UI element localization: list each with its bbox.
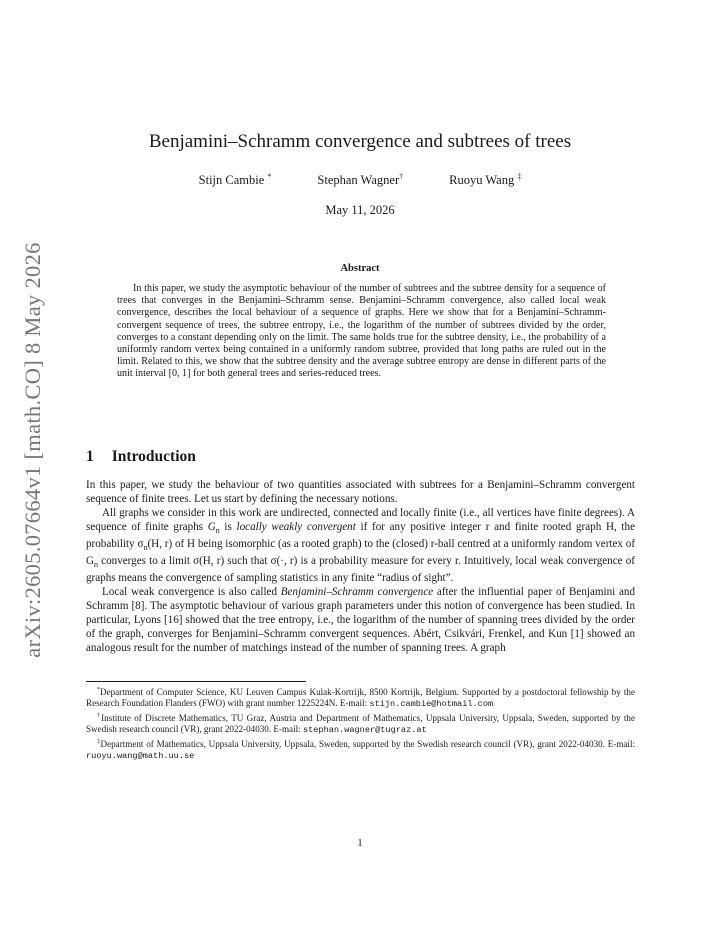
email-link[interactable]: ruoyu.wang@math.uu.se bbox=[86, 751, 195, 762]
email-link[interactable]: stijn.cambie@hotmail.com bbox=[369, 699, 494, 710]
paragraph: In this paper, we study the behaviour of two quantities associated with subtrees for a Benjamini–Schramm convergent sequence of finite trees. Let us start by defining the necessary notions. bbox=[86, 479, 635, 505]
paragraph: Local weak convergence is also called Benjamini–Schramm convergence after the influential paper of Benjamini and Schramm [8]. The asymptotic behaviour of various graph parameters under this notion of convergence has been studied. In particular, Lyons [16] showed that the tree entropy, i.e., the logarithm of the number of spanning trees divided by the order of the graph, converges for Benjamini–Schramm convergent sequences. Abért, Csikvári, Frenkel, and Kun [1] showed an analogous result for the number of matchings instead of the number of spanning trees. A graph bbox=[86, 586, 635, 655]
section-title: Introduction bbox=[111, 448, 196, 465]
paragraph: All graphs we consider in this work are undirected, connected and locally finite (i.e., all vertices have finite degrees). A sequence of finite graphs $G_n$ is locally weakly convergent if for any positive integer r and finite rooted graph H, the probability $\sigma_n(H$, r) of H being isomorphic (as a rooted graph) to the (closed) r-ball centred at a uniformly random vertex of $G_n$ converges to a limit σ(H, r) such that σ(·, r) is a probability measure for every r. Intuitively, local weak convergence of graphs means the convergence of sampling statistics in any finite “radius of sight”. bbox=[86, 506, 636, 585]
author-footnote-mark[interactable]: † bbox=[399, 172, 404, 181]
paper-date: May 11, 2026 bbox=[325, 203, 395, 217]
body-text bbox=[86, 479, 635, 656]
footnote: †Institute of Discrete Mathematics, TU Graz, Austria and Department of Mathematics, Uppsala University, Uppsala, Sweden, supported by the Swedish research council (VR), grant 2022-04030. E-mail: stephan.wagner@tugraz.at bbox=[86, 712, 636, 736]
author-list bbox=[0, 172, 720, 188]
author-footnote-mark[interactable]: * bbox=[267, 172, 272, 181]
section-number: 1 bbox=[86, 448, 94, 465]
author-footnote-mark[interactable]: ‡ bbox=[517, 172, 522, 181]
author: Ruoyu Wang ‡ bbox=[449, 172, 522, 187]
page-number: 1 bbox=[357, 837, 363, 849]
emphasis: locally weakly convergent bbox=[236, 520, 356, 533]
abstract-text: In this paper, we study the asymptotic behaviour of the number of subtrees and the subtree density for a sequence of trees that converges in the Benjamini–Schramm sense. Benjamini–Schramm convergence, also called local weak convergence, describes the local behaviour of a sequence of graphs. Here we show that for a Benjamini–Schramm-convergent sequence of trees, the subtree entropy, i.e., the logarithm of the number of subtrees divided by the order, converges to a constant depending only on the limit. The same holds true for the subtree density, i.e., the probability of a uniformly random vertex being contained in a uniformly random subtree, provided that long paths are ruled out in the limit. Related to this, we show that the subtree density and the average subtree entropy are dense in different parts of the unit interval [0, 1] for both general trees and series-reduced trees. bbox=[117, 283, 606, 380]
footnote: *Department of Computer Science, KU Leuven Campus Kulak-Kortrijk, 8500 Kortrijk, Belgium. Supported by a postdoctoral fellowship by the Research Foundation Flanders (FWO) with grant number 1225224N. E-mail: stijn.cambie@hotmail.com bbox=[86, 687, 635, 710]
arxiv-identifier-text: arXiv:2605.07664v1 [math.CO] 8 May 2026 bbox=[20, 242, 45, 658]
abstract-heading: Abstract bbox=[340, 263, 380, 274]
author: Stijn Cambie * bbox=[198, 172, 272, 187]
footnote-divider bbox=[86, 681, 306, 682]
section-heading bbox=[86, 448, 196, 466]
footnote: ‡Department of Mathematics, Uppsala University, Uppsala, Sweden, supported by the Swedish research council (VR), grant 2022-04030. E-mail: ruoyu.wang@math.uu.se bbox=[86, 738, 636, 762]
email-link[interactable]: stephan.wagner@tugraz.at bbox=[302, 725, 427, 736]
arxiv-identifier-stamp bbox=[18, 240, 48, 660]
paper-title: Benjamini–Schramm convergence and subtrees of trees bbox=[148, 131, 572, 152]
emphasis: Benjamini–Schramm convergence bbox=[280, 586, 434, 599]
footnotes bbox=[86, 685, 635, 763]
author: Stephan Wagner† bbox=[317, 172, 404, 187]
